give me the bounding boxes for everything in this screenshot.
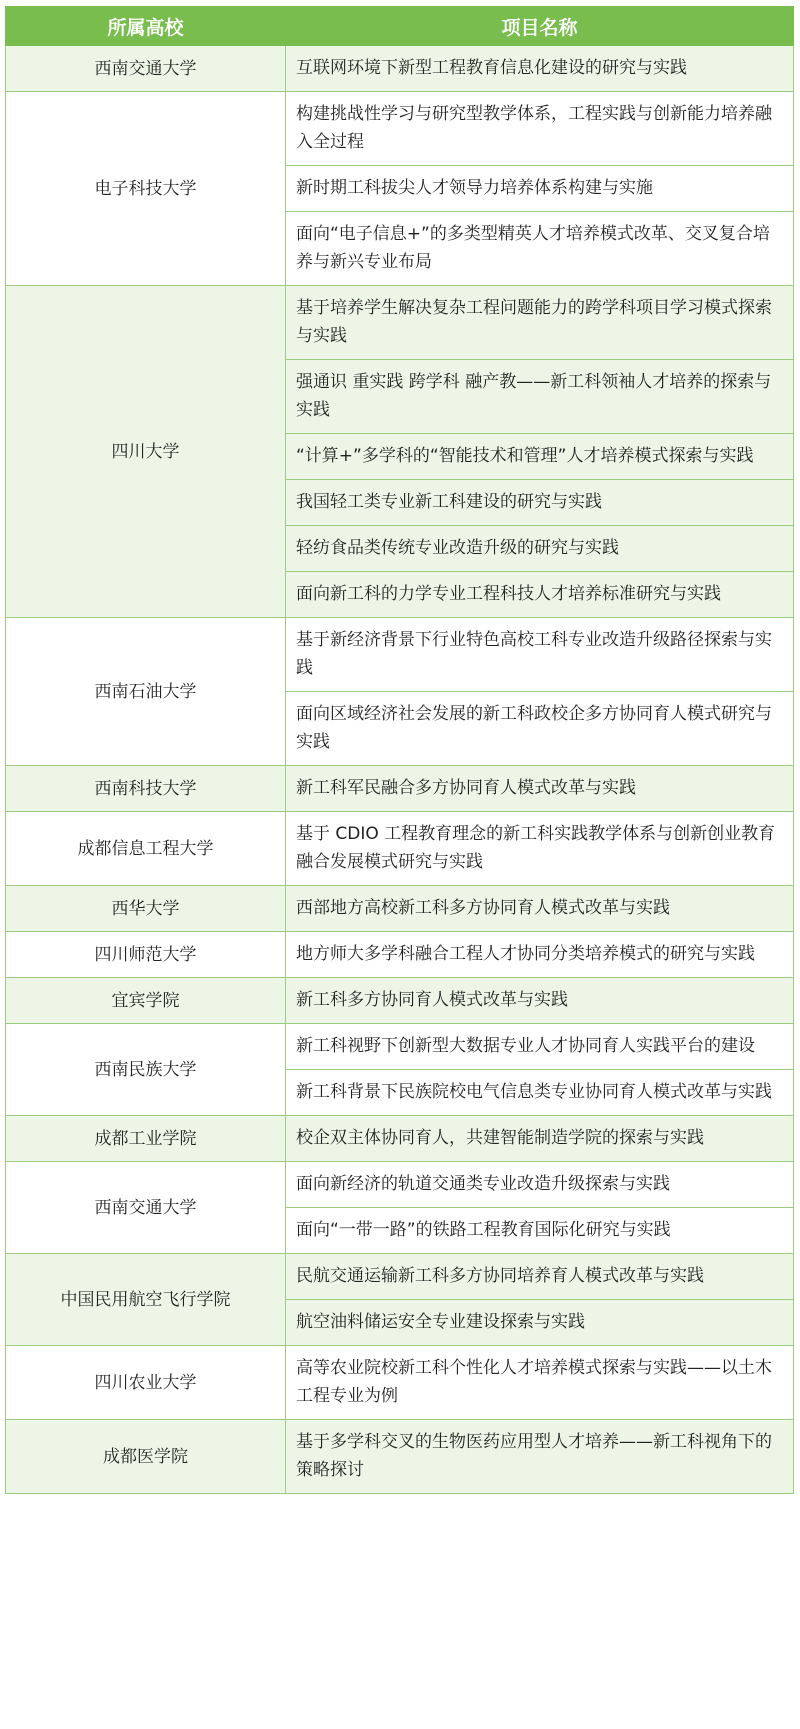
project-cell: 构建挑战性学习与研究型教学体系，工程实践与创新能力培养融入全过程 (286, 92, 794, 166)
table-row (6, 886, 794, 932)
project-table (5, 6, 794, 1494)
header-school: 所属高校 (6, 7, 286, 46)
table-row (6, 978, 794, 1024)
school-cell: 四川农业大学 (6, 1346, 286, 1420)
school-cell: 四川师范大学 (6, 932, 286, 978)
school-cell: 西南石油大学 (6, 618, 286, 766)
project-cell: 互联网环境下新型工程教育信息化建设的研究与实践 (286, 46, 794, 92)
table-row (6, 812, 794, 886)
school-cell: 中国民用航空飞行学院 (6, 1254, 286, 1346)
header-project: 项目名称 (286, 7, 794, 46)
table-row (6, 1024, 794, 1070)
table-row (6, 1420, 794, 1494)
project-cell: 校企双主体协同育人，共建智能制造学院的探索与实践 (286, 1116, 794, 1162)
project-cell: 基于 CDIO 工程教育理念的新工科实践教学体系与创新创业教育融合发展模式研究与实践 (286, 812, 794, 886)
project-cell: 航空油料储运安全专业建设探索与实践 (286, 1300, 794, 1346)
school-cell: 成都信息工程大学 (6, 812, 286, 886)
project-cell: 西部地方高校新工科多方协同育人模式改革与实践 (286, 886, 794, 932)
header-row (6, 7, 794, 46)
table-body (6, 46, 794, 1494)
table-row (6, 1254, 794, 1300)
table-row (6, 766, 794, 812)
project-cell: “计算+”多学科的“智能技术和管理”人才培养模式探索与实践 (286, 434, 794, 480)
project-cell: 新工科军民融合多方协同育人模式改革与实践 (286, 766, 794, 812)
table-row (6, 92, 794, 166)
school-cell: 成都工业学院 (6, 1116, 286, 1162)
project-cell: 民航交通运输新工科多方协同培养育人模式改革与实践 (286, 1254, 794, 1300)
project-cell: 新时期工科拔尖人才领导力培养体系构建与实施 (286, 166, 794, 212)
project-cell: 面向“一带一路”的铁路工程教育国际化研究与实践 (286, 1208, 794, 1254)
table-row (6, 46, 794, 92)
project-cell: 强通识 重实践 跨学科 融产教——新工科领袖人才培养的探索与实践 (286, 360, 794, 434)
school-cell: 西华大学 (6, 886, 286, 932)
school-cell: 宜宾学院 (6, 978, 286, 1024)
table-row (6, 1162, 794, 1208)
school-cell: 西南民族大学 (6, 1024, 286, 1116)
school-cell: 西南科技大学 (6, 766, 286, 812)
project-cell: 新工科背景下民族院校电气信息类专业协同育人模式改革与实践 (286, 1070, 794, 1116)
school-cell: 四川大学 (6, 286, 286, 618)
project-cell: 基于培养学生解决复杂工程问题能力的跨学科项目学习模式探索与实践 (286, 286, 794, 360)
school-cell: 西南交通大学 (6, 1162, 286, 1254)
project-cell: 面向新工科的力学专业工程科技人才培养标准研究与实践 (286, 572, 794, 618)
project-cell: 基于新经济背景下行业特色高校工科专业改造升级路径探索与实践 (286, 618, 794, 692)
table-row (6, 1346, 794, 1420)
project-cell: 地方师大多学科融合工程人才协同分类培养模式的研究与实践 (286, 932, 794, 978)
table-row (6, 618, 794, 692)
school-cell: 电子科技大学 (6, 92, 286, 286)
school-cell: 西南交通大学 (6, 46, 286, 92)
project-cell: 新工科视野下创新型大数据专业人才协同育人实践平台的建设 (286, 1024, 794, 1070)
project-cell: 我国轻工类专业新工科建设的研究与实践 (286, 480, 794, 526)
project-cell: 面向“电子信息+”的多类型精英人才培养模式改革、交叉复合培养与新兴专业布局 (286, 212, 794, 286)
project-cell: 高等农业院校新工科个性化人才培养模式探索与实践——以土木工程专业为例 (286, 1346, 794, 1420)
table-row (6, 1116, 794, 1162)
project-cell: 新工科多方协同育人模式改革与实践 (286, 978, 794, 1024)
table-row (6, 286, 794, 360)
table-row (6, 932, 794, 978)
school-cell: 成都医学院 (6, 1420, 286, 1494)
project-cell: 基于多学科交叉的生物医药应用型人才培养——新工科视角下的策略探讨 (286, 1420, 794, 1494)
project-cell: 面向新经济的轨道交通类专业改造升级探索与实践 (286, 1162, 794, 1208)
project-cell: 轻纺食品类传统专业改造升级的研究与实践 (286, 526, 794, 572)
project-cell: 面向区域经济社会发展的新工科政校企多方协同育人模式研究与实践 (286, 692, 794, 766)
